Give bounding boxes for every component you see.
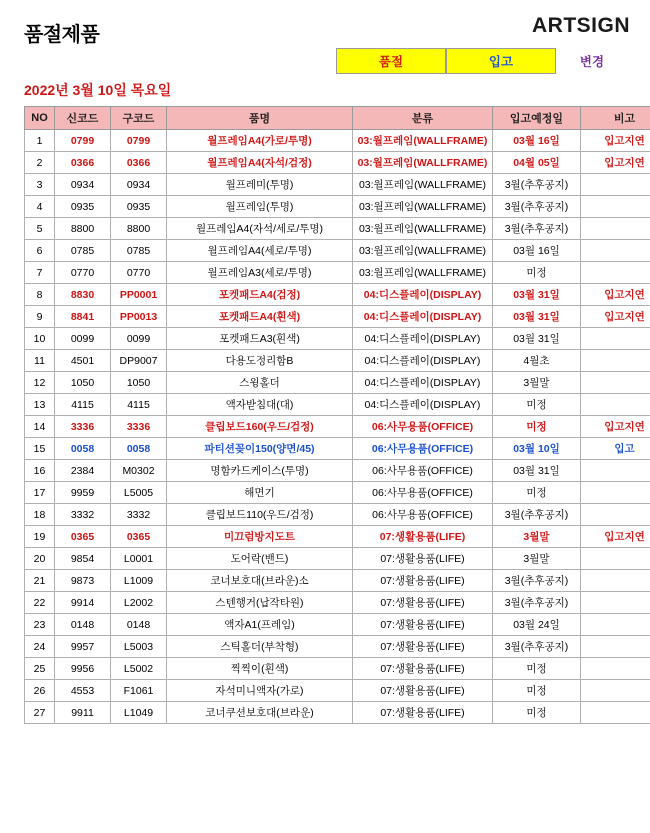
cell-product-name: 찍찍이(흰색) — [167, 658, 353, 680]
cell-category: 04:디스플레이(DISPLAY) — [353, 394, 493, 416]
cell-eta: 미정 — [493, 680, 581, 702]
cell-note — [581, 196, 650, 218]
cell-eta: 미정 — [493, 394, 581, 416]
cell-new-code: 9911 — [55, 702, 111, 724]
cell-category: 07:생활용품(LIFE) — [353, 658, 493, 680]
table-row — [25, 482, 650, 504]
cell-product-name: 클립보드160(우드/검정) — [167, 416, 353, 438]
table-row — [25, 372, 650, 394]
cell-no: 22 — [25, 592, 55, 614]
cell-no: 7 — [25, 262, 55, 284]
cell-new-code: 9959 — [55, 482, 111, 504]
cell-no: 3 — [25, 174, 55, 196]
cell-product-name: 해면기 — [167, 482, 353, 504]
cell-product-name: 월프레임(투명) — [167, 196, 353, 218]
cell-note — [581, 592, 650, 614]
cell-no: 2 — [25, 152, 55, 174]
cell-eta: 3월(추후공지) — [493, 196, 581, 218]
cell-category: 07:생활용품(LIFE) — [353, 636, 493, 658]
cell-no: 8 — [25, 284, 55, 306]
cell-note — [581, 548, 650, 570]
cell-no: 19 — [25, 526, 55, 548]
cell-category: 04:디스플레이(DISPLAY) — [353, 306, 493, 328]
cell-note — [581, 636, 650, 658]
cell-new-code: 4553 — [55, 680, 111, 702]
cell-eta: 03월 31일 — [493, 328, 581, 350]
cell-eta: 미정 — [493, 416, 581, 438]
cell-product-name: 도어락(밴드) — [167, 548, 353, 570]
cell-category: 03:월프레임(WALLFRAME) — [353, 130, 493, 152]
cell-note — [581, 614, 650, 636]
cell-product-name: 명함카드케이스(투명) — [167, 460, 353, 482]
table-row — [25, 614, 650, 636]
column-header-old-code: 구코드 — [111, 107, 167, 130]
cell-new-code: 4115 — [55, 394, 111, 416]
table-row — [25, 416, 650, 438]
table-row — [25, 196, 650, 218]
table-row — [25, 702, 650, 724]
cell-new-code: 3332 — [55, 504, 111, 526]
cell-new-code: 9914 — [55, 592, 111, 614]
table-row — [25, 592, 650, 614]
cell-new-code: 0934 — [55, 174, 111, 196]
cell-new-code: 0365 — [55, 526, 111, 548]
cell-new-code: 9854 — [55, 548, 111, 570]
cell-old-code: 0366 — [111, 152, 167, 174]
cell-product-name: 스윙홀더 — [167, 372, 353, 394]
column-header-new-code: 신코드 — [55, 107, 111, 130]
table-row — [25, 438, 650, 460]
cell-product-name: 파티션꽂이150(양면/45) — [167, 438, 353, 460]
cell-note — [581, 262, 650, 284]
table-row — [25, 636, 650, 658]
cell-new-code: 0058 — [55, 438, 111, 460]
cell-no: 16 — [25, 460, 55, 482]
cell-new-code: 8800 — [55, 218, 111, 240]
cell-old-code: L5005 — [111, 482, 167, 504]
cell-product-name: 자석미니액자(가로) — [167, 680, 353, 702]
cell-eta: 03월 31일 — [493, 284, 581, 306]
cell-new-code: 9873 — [55, 570, 111, 592]
cell-note: 입고 — [581, 438, 650, 460]
cell-new-code: 0366 — [55, 152, 111, 174]
cell-old-code: 0058 — [111, 438, 167, 460]
cell-product-name: 코너쿠션보호대(브라운) — [167, 702, 353, 724]
table-row — [25, 570, 650, 592]
cell-category: 06:사무용품(OFFICE) — [353, 416, 493, 438]
cell-new-code: 0935 — [55, 196, 111, 218]
table-row — [25, 240, 650, 262]
cell-no: 12 — [25, 372, 55, 394]
cell-category: 06:사무용품(OFFICE) — [353, 460, 493, 482]
cell-category: 06:사무용품(OFFICE) — [353, 438, 493, 460]
column-header-product-name: 품명 — [167, 107, 353, 130]
cell-no: 5 — [25, 218, 55, 240]
cell-eta: 3월(추후공지) — [493, 218, 581, 240]
cell-category: 07:생활용품(LIFE) — [353, 680, 493, 702]
cell-category: 03:월프레임(WALLFRAME) — [353, 262, 493, 284]
table-row — [25, 350, 650, 372]
cell-category: 07:생활용품(LIFE) — [353, 702, 493, 724]
cell-old-code: 0770 — [111, 262, 167, 284]
cell-note — [581, 218, 650, 240]
cell-note — [581, 658, 650, 680]
table-row — [25, 680, 650, 702]
cell-product-name: 포켓패드A4(검정) — [167, 284, 353, 306]
cell-note — [581, 394, 650, 416]
cell-new-code: 9956 — [55, 658, 111, 680]
cell-eta: 3월(추후공지) — [493, 592, 581, 614]
cell-eta: 3월말 — [493, 372, 581, 394]
cell-product-name: 미끄럼방지도트 — [167, 526, 353, 548]
table-row — [25, 548, 650, 570]
cell-note: 입고지연 — [581, 130, 650, 152]
cell-no: 21 — [25, 570, 55, 592]
cell-no: 18 — [25, 504, 55, 526]
cell-new-code: 1050 — [55, 372, 111, 394]
cell-new-code: 0099 — [55, 328, 111, 350]
cell-no: 14 — [25, 416, 55, 438]
cell-category: 04:디스플레이(DISPLAY) — [353, 284, 493, 306]
cell-category: 07:생활용품(LIFE) — [353, 570, 493, 592]
cell-eta: 03월 16일 — [493, 130, 581, 152]
cell-new-code: 9957 — [55, 636, 111, 658]
cell-no: 13 — [25, 394, 55, 416]
cell-category: 03:월프레임(WALLFRAME) — [353, 174, 493, 196]
cell-eta: 3월(추후공지) — [493, 636, 581, 658]
cell-new-code: 4501 — [55, 350, 111, 372]
cell-no: 6 — [25, 240, 55, 262]
cell-old-code: 0365 — [111, 526, 167, 548]
cell-note: 입고지연 — [581, 284, 650, 306]
table-row — [25, 460, 650, 482]
cell-product-name: 스틱홀더(부착형) — [167, 636, 353, 658]
cell-old-code: 0935 — [111, 196, 167, 218]
cell-product-name: 월프레임A4(가로/투명) — [167, 130, 353, 152]
cell-note — [581, 372, 650, 394]
cell-product-name: 다용도정리함B — [167, 350, 353, 372]
cell-note — [581, 174, 650, 196]
cell-product-name: 액자받침대(대) — [167, 394, 353, 416]
cell-category: 04:디스플레이(DISPLAY) — [353, 328, 493, 350]
cell-eta: 미정 — [493, 482, 581, 504]
cell-note: 입고지연 — [581, 416, 650, 438]
cell-note — [581, 350, 650, 372]
cell-category: 03:월프레임(WALLFRAME) — [353, 218, 493, 240]
cell-eta: 3월말 — [493, 548, 581, 570]
cell-note: 입고지연 — [581, 306, 650, 328]
cell-old-code: PP0013 — [111, 306, 167, 328]
cell-old-code: 0099 — [111, 328, 167, 350]
table-row — [25, 328, 650, 350]
cell-new-code: 8841 — [55, 306, 111, 328]
cell-old-code: 4115 — [111, 394, 167, 416]
table-row — [25, 658, 650, 680]
cell-no: 11 — [25, 350, 55, 372]
cell-product-name: 월프레임A4(자석/검정) — [167, 152, 353, 174]
cell-note — [581, 328, 650, 350]
cell-old-code: L2002 — [111, 592, 167, 614]
cell-old-code: 3332 — [111, 504, 167, 526]
cell-eta: 3월(추후공지) — [493, 504, 581, 526]
column-header-note: 비고 — [581, 107, 650, 130]
cell-note — [581, 570, 650, 592]
cell-eta: 04월 05일 — [493, 152, 581, 174]
cell-product-name: 월프레임A3(세로/투명) — [167, 262, 353, 284]
table-row — [25, 152, 650, 174]
cell-old-code: DP9007 — [111, 350, 167, 372]
cell-product-name: 클립보드110(우드/검정) — [167, 504, 353, 526]
legend — [18, 50, 632, 72]
cell-eta: 미정 — [493, 658, 581, 680]
cell-eta: 03월 31일 — [493, 460, 581, 482]
cell-no: 26 — [25, 680, 55, 702]
cell-no: 20 — [25, 548, 55, 570]
cell-no: 1 — [25, 130, 55, 152]
cell-note: 입고지연 — [581, 152, 650, 174]
cell-note: 입고지연 — [581, 526, 650, 548]
cell-new-code: 0148 — [55, 614, 111, 636]
cell-eta: 미정 — [493, 262, 581, 284]
cell-category: 04:디스플레이(DISPLAY) — [353, 350, 493, 372]
brand-logo: ARTSIGN — [532, 14, 630, 37]
cell-category: 03:월프레임(WALLFRAME) — [353, 196, 493, 218]
cell-old-code: L1049 — [111, 702, 167, 724]
cell-new-code: 0770 — [55, 262, 111, 284]
table-row — [25, 526, 650, 548]
table-row — [25, 394, 650, 416]
cell-product-name: 액자A1(프레임) — [167, 614, 353, 636]
cell-product-name: 월프레미(투명) — [167, 174, 353, 196]
cell-note — [581, 702, 650, 724]
cell-old-code: 3336 — [111, 416, 167, 438]
table-row — [25, 218, 650, 240]
table-row — [25, 504, 650, 526]
cell-product-name: 코너보호대(브라운)소 — [167, 570, 353, 592]
table-row — [25, 262, 650, 284]
table-row — [25, 284, 650, 306]
cell-note — [581, 460, 650, 482]
cell-category: 04:디스플레이(DISPLAY) — [353, 372, 493, 394]
cell-old-code: PP0001 — [111, 284, 167, 306]
table-body — [25, 130, 650, 724]
cell-no: 4 — [25, 196, 55, 218]
cell-note — [581, 504, 650, 526]
cell-old-code: L5003 — [111, 636, 167, 658]
table-row — [25, 174, 650, 196]
legend-changed: 변경 — [579, 55, 605, 69]
cell-no: 25 — [25, 658, 55, 680]
column-header-no: NO — [25, 107, 55, 130]
legend-incoming: 입고 — [446, 48, 556, 74]
cell-no: 23 — [25, 614, 55, 636]
page-title: 품절제품 — [24, 24, 100, 46]
cell-old-code: 0785 — [111, 240, 167, 262]
cell-old-code: 0934 — [111, 174, 167, 196]
cell-eta: 03월 16일 — [493, 240, 581, 262]
cell-product-name: 스텐행거(납작타원) — [167, 592, 353, 614]
cell-note — [581, 680, 650, 702]
cell-new-code: 0799 — [55, 130, 111, 152]
table-row — [25, 130, 650, 152]
cell-category: 03:월프레임(WALLFRAME) — [353, 152, 493, 174]
cell-old-code: 0148 — [111, 614, 167, 636]
cell-product-name: 월프레임A4(자석/세로/투명) — [167, 218, 353, 240]
cell-eta: 3월(추후공지) — [493, 570, 581, 592]
cell-note — [581, 240, 650, 262]
cell-eta: 03월 10일 — [493, 438, 581, 460]
cell-product-name: 월프레임A4(세로/투명) — [167, 240, 353, 262]
cell-old-code: L1009 — [111, 570, 167, 592]
cell-note — [581, 482, 650, 504]
table-header-row — [25, 107, 650, 130]
date-line: 2022년 3월 10일 목요일 — [24, 82, 172, 98]
cell-no: 27 — [25, 702, 55, 724]
cell-old-code: 0799 — [111, 130, 167, 152]
cell-no: 15 — [25, 438, 55, 460]
product-table — [24, 106, 650, 724]
cell-category: 07:생활용품(LIFE) — [353, 526, 493, 548]
cell-product-name: 포켓패드A3(흰색) — [167, 328, 353, 350]
cell-product-name: 포켓패드A4(흰색) — [167, 306, 353, 328]
cell-new-code: 2384 — [55, 460, 111, 482]
cell-no: 24 — [25, 636, 55, 658]
cell-eta: 3월(추후공지) — [493, 174, 581, 196]
cell-old-code: M0302 — [111, 460, 167, 482]
cell-category: 07:생활용품(LIFE) — [353, 614, 493, 636]
cell-no: 17 — [25, 482, 55, 504]
cell-eta: 3월말 — [493, 526, 581, 548]
cell-eta: 4월초 — [493, 350, 581, 372]
cell-old-code: L5002 — [111, 658, 167, 680]
cell-old-code: 1050 — [111, 372, 167, 394]
cell-no: 10 — [25, 328, 55, 350]
cell-category: 07:생활용품(LIFE) — [353, 592, 493, 614]
cell-new-code: 8830 — [55, 284, 111, 306]
cell-old-code: L0001 — [111, 548, 167, 570]
cell-new-code: 0785 — [55, 240, 111, 262]
cell-category: 03:월프레임(WALLFRAME) — [353, 240, 493, 262]
table-row — [25, 306, 650, 328]
cell-category: 06:사무용품(OFFICE) — [353, 504, 493, 526]
column-header-eta: 입고예정일 — [493, 107, 581, 130]
cell-category: 07:생활용품(LIFE) — [353, 548, 493, 570]
cell-category: 06:사무용품(OFFICE) — [353, 482, 493, 504]
legend-sold-out: 품절 — [336, 48, 446, 74]
cell-old-code: F1061 — [111, 680, 167, 702]
cell-eta: 03월 31일 — [493, 306, 581, 328]
cell-new-code: 3336 — [55, 416, 111, 438]
cell-no: 9 — [25, 306, 55, 328]
document-header — [18, 14, 632, 48]
cell-old-code: 8800 — [111, 218, 167, 240]
cell-eta: 03월 24일 — [493, 614, 581, 636]
column-header-category: 분류 — [353, 107, 493, 130]
cell-eta: 미정 — [493, 702, 581, 724]
